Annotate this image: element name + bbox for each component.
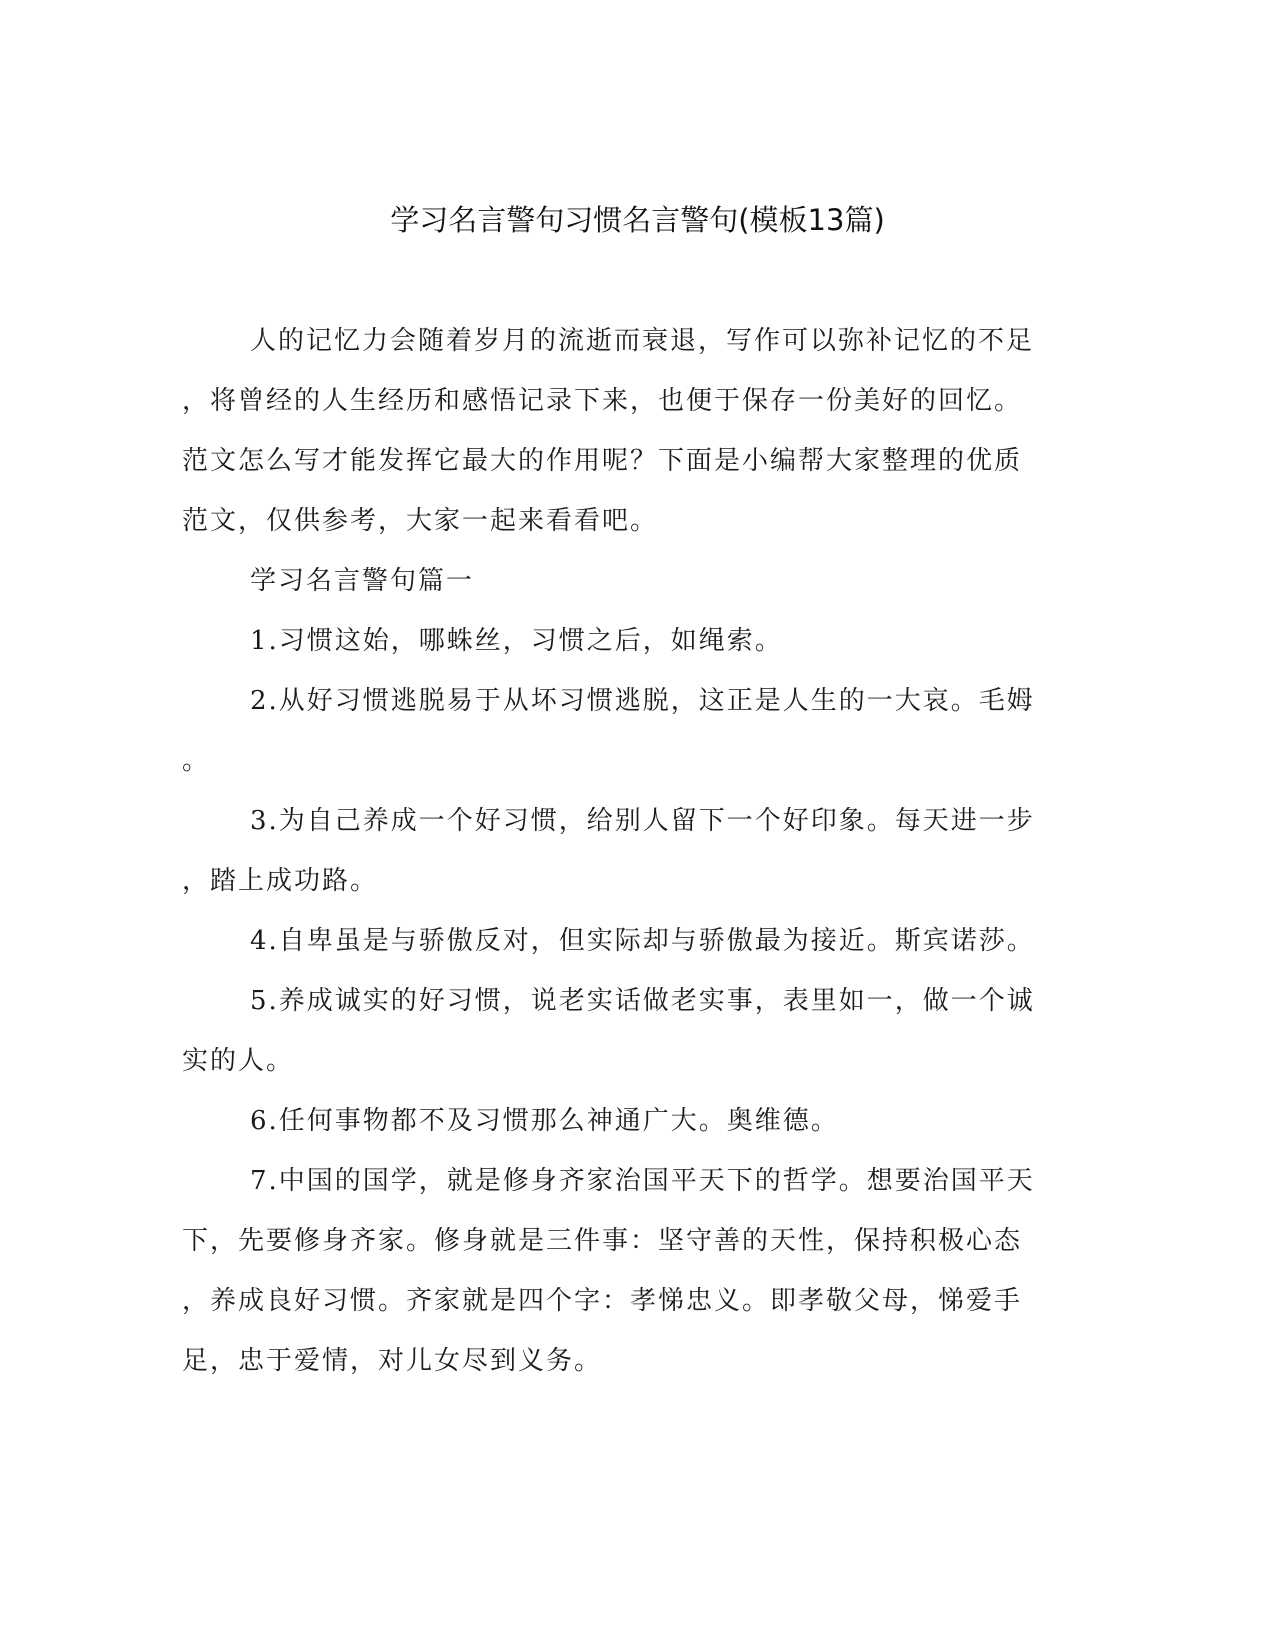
quote-item-2 <box>182 676 1042 796</box>
quote-line: 。 <box>182 746 211 776</box>
quote-line: 6.任何事物都不及习惯那么神通广大。奥维德。 <box>250 1106 839 1136</box>
quote-line: 实的人。 <box>182 1046 295 1076</box>
intro-line: 范文，仅供参考，大家一起来看看吧。 <box>182 506 659 536</box>
quote-line: ，养成良好习惯。齐家就是四个字：孝悌忠义。即孝敬父母，悌爱手 <box>182 1286 1023 1316</box>
quote-line: 7.中国的国学，就是修身齐家治国平天下的哲学。想要治国平天 <box>250 1166 1035 1196</box>
intro-line: 范文怎么写才能发挥它最大的作用呢？下面是小编帮大家整理的优质 <box>182 446 1023 476</box>
quote-line: 1.习惯这始，哪蛛丝，习惯之后，如绳索。 <box>250 626 783 656</box>
quote-item-1 <box>182 616 1042 676</box>
quote-item-6 <box>182 1096 1042 1156</box>
quote-item-7 <box>182 1156 1042 1396</box>
quote-item-3 <box>182 796 1042 916</box>
quote-line: 下，先要修身齐家。修身就是三件事：坚守善的天性，保持积极心态 <box>182 1226 1023 1256</box>
document-title: 学习名言警句习惯名言警句(模板13篇) <box>390 203 885 237</box>
document-body <box>182 316 1042 1396</box>
intro-line: 人的记忆力会随着岁月的流逝而衰退，写作可以弥补记忆的不足 <box>250 326 1035 356</box>
quote-line: ，踏上成功路。 <box>182 866 379 896</box>
quote-line: 4.自卑虽是与骄傲反对，但实际却与骄傲最为接近。斯宾诺莎。 <box>250 926 1035 956</box>
intro-line: ，将曾经的人生经历和感悟记录下来，也便于保存一份美好的回忆。 <box>182 386 1023 416</box>
intro-paragraph <box>182 316 1042 556</box>
quote-item-4 <box>182 916 1042 976</box>
quote-item-5 <box>182 976 1042 1096</box>
quote-line: 足，忠于爱情，对儿女尽到义务。 <box>182 1346 603 1376</box>
section-heading: 学习名言警句篇一 <box>250 566 475 596</box>
quote-line: 3.为自己养成一个好习惯，给别人留下一个好印象。每天进一步 <box>250 806 1035 836</box>
quote-line: 5.养成诚实的好习惯，说老实话做老实事，表里如一，做一个诚 <box>250 986 1035 1016</box>
quote-line: 2.从好习惯逃脱易于从坏习惯逃脱，这正是人生的一大哀。毛姆 <box>250 686 1035 716</box>
